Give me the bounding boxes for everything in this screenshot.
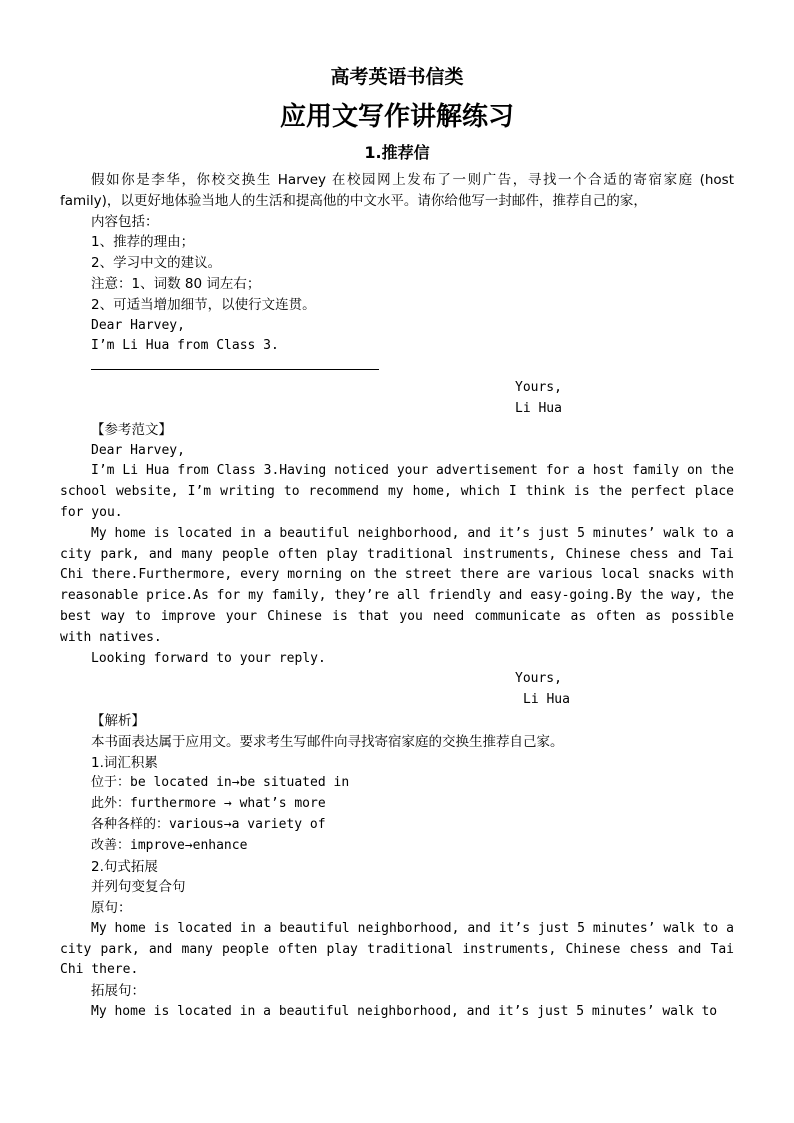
analysis-summary: 本书面表达属于应用文。要求考生写邮件向寻找寄宿家庭的交换生推荐自己家。 bbox=[91, 733, 564, 750]
sample-signature: Li Hua bbox=[523, 692, 570, 708]
sample-heading: 【参考范文】 bbox=[91, 421, 172, 438]
sample-closing: Yours, bbox=[515, 671, 562, 687]
sample-paragraph-2: My home is located in a beautiful neighborhood, and it’s just 5 minutes’ walk to a city park, and many people often play traditional instruments, Chinese chess and Tai Chi there.Furthermore, every morning on the street there are various local snacks with reasonable price.As for my family, they’re all friendly and easy-going.By the way, the best way to improve your Chinese is that you need communicate as often as possible with natives. bbox=[60, 525, 734, 645]
sentence-type: 并列句变复合句 bbox=[91, 879, 186, 896]
prompt-point-1: 1、推荐的理由； bbox=[91, 234, 195, 251]
vocab-item: 改善：improve→enhance bbox=[91, 837, 248, 853]
vocab-title: 1.词汇积累 bbox=[91, 754, 158, 771]
prompt-intro: 假如你是李华，你校交换生 Harvey 在校园网上发布了一则广告，寻找一个合适的寄宿家庭 (host family)，以更好地体验当地人的生活和提高他的中文水平。请你给他写一封邮件，推荐自己的家， bbox=[60, 172, 734, 209]
sentence-title: 2.句式拓展 bbox=[91, 858, 158, 875]
sample-greeting: Dear Harvey, bbox=[91, 442, 185, 458]
sample-essay bbox=[60, 420, 734, 711]
document-subtitle: 应用文写作讲解练习 bbox=[279, 102, 514, 132]
analysis-heading: 【解析】 bbox=[91, 712, 145, 729]
prompt-note-1: 注意：1、词数 80 词左右； bbox=[91, 275, 261, 292]
prompt-closing: Yours, bbox=[515, 380, 562, 396]
prompt-opening: I’m Li Hua from Class 3. bbox=[91, 338, 279, 354]
vocab-item: 各种各样的：various→a variety of bbox=[91, 816, 326, 832]
section-title: 1.推荐信 bbox=[364, 143, 430, 162]
original-sentence: My home is located in a beautiful neighborhood, and it’s just 5 minutes’ walk to a city park, and many people often play traditional instruments, Chinese chess and Tai Chi there. bbox=[60, 920, 734, 978]
sample-paragraph-1: I’m Li Hua from Class 3.Having noticed your advertisement for a host family on the school website, I’m writing to recommend my home, which I think is the perfect place for you. bbox=[60, 463, 734, 520]
prompt-note-2: 2、可适当增加细节，以使行文连贯。 bbox=[91, 296, 316, 313]
analysis-section bbox=[60, 711, 734, 1023]
document-title: 高考英语书信类 bbox=[330, 66, 464, 88]
document-page bbox=[60, 62, 734, 1023]
writing-line bbox=[91, 369, 379, 370]
vocab-item: 此外：furthermore → what’s more bbox=[91, 796, 326, 812]
prompt-greeting: Dear Harvey, bbox=[91, 317, 185, 333]
prompt-point-2: 2、学习中文的建议。 bbox=[91, 255, 222, 272]
prompt-signature: Li Hua bbox=[515, 400, 562, 416]
extended-label: 拓展句： bbox=[91, 983, 145, 1000]
extended-sentence: My home is located in a beautiful neighborhood, and it’s just 5 minutes’ walk to bbox=[91, 1004, 718, 1020]
vocab-item: 位于：be located in→be situated in bbox=[91, 775, 350, 791]
prompt-block bbox=[60, 170, 734, 420]
content-label: 内容包括： bbox=[91, 213, 159, 230]
original-label: 原句： bbox=[91, 900, 132, 917]
sample-paragraph-3: Looking forward to your reply. bbox=[91, 650, 326, 666]
